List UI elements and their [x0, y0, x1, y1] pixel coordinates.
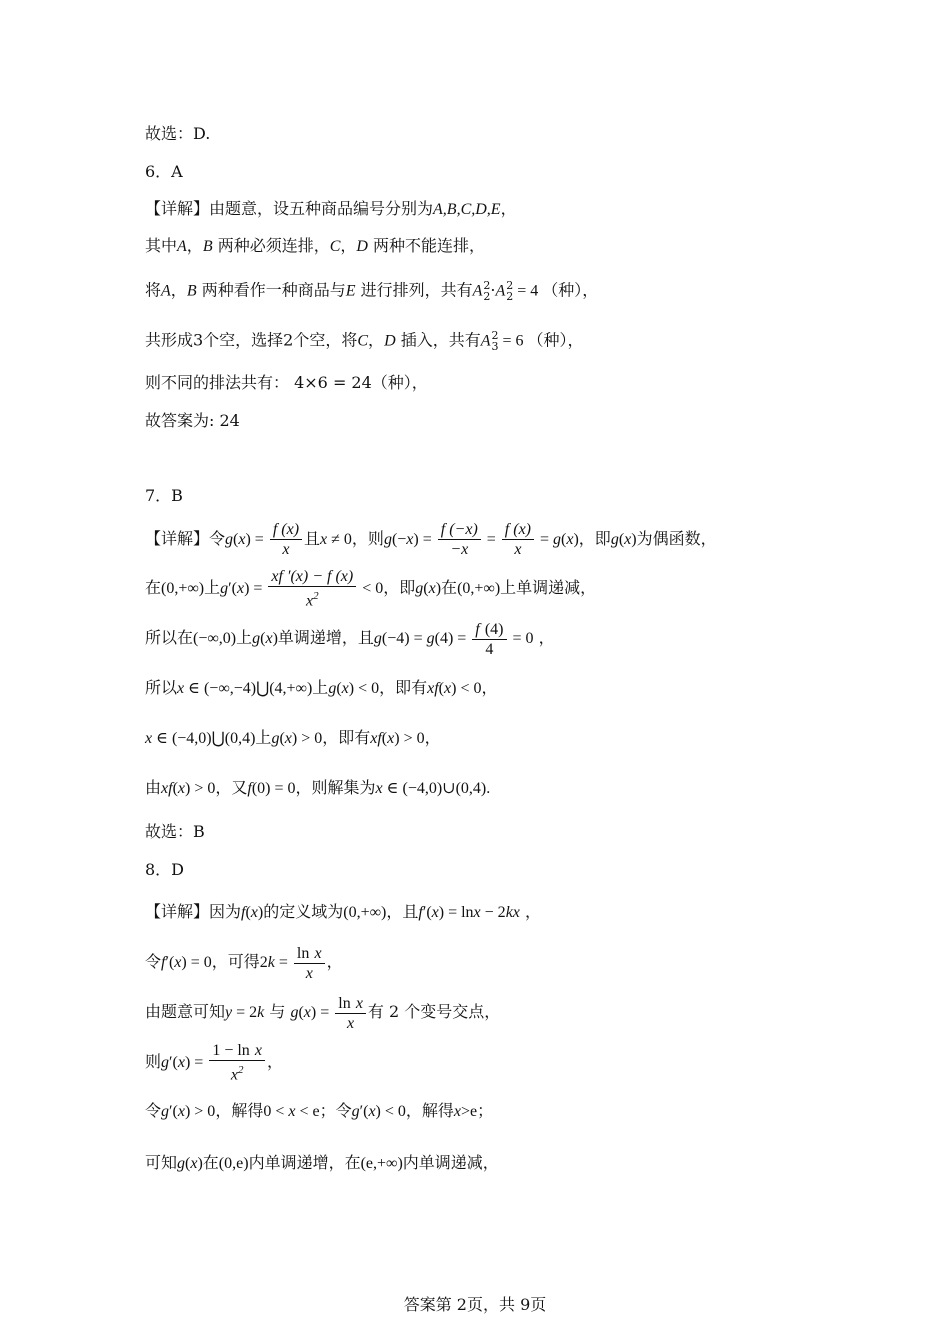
text-line: 在(0,+∞)上g′(x) = $\frac{xf '(x) - f (x)}{x^2}$ < 0，即g(x)在(0,+∞)上单调递减，	[145, 567, 597, 610]
text-line: 令g′(x) > 0，解得0 < x < e；令g′(x) < 0，解得x>e；	[145, 1101, 494, 1120]
text-line: 【详解】因为f(x)的定义域为(0,+∞)，且f′(x) = lnx − 2kx ，	[145, 902, 541, 921]
text-line: 所以在(−∞,0)上g(x)单调递增，且g(−4) = g(4) = $\frac{f (4)}{4}$ = 0 ，	[145, 620, 555, 658]
text-line: x ∈ (−4,0)⋃(0,4)上g(x) > 0，即有xf(x) > 0，	[145, 728, 441, 747]
text-line: 由题意可知y = 2k 与 g(x) = $\frac{\text{ln x}}{x}$ 有 2 个变号交点，	[145, 994, 501, 1032]
text-line: 令f′(x) = 0，可得2k = $\frac{\text{ln x}}{x}$ ，	[145, 944, 343, 982]
text-line: 由xf(x) > 0，又f(0) = 0，则解集为x ∈ (−4,0)∪(0,4).	[145, 778, 491, 797]
text-line: 将A，B 两种看作一种商品与E 进行排列，共有A 2 2 ·A 2 2 = 4 （种），	[145, 279, 599, 303]
text-line: 【详解】令g(x) = $\frac{f (x)}{x}$ 且x ≠ 0，则g(−x) = $\frac{f (-x)}{-x}$ = $\frac{f (x)}{x}$ = g(x)，即g(x)为偶函数，	[145, 521, 717, 558]
text-line: 可知g(x)在(0,e)内单调递增，在(e,+∞)内单调递减，	[145, 1153, 499, 1172]
text-line: 其中A，B 两种必须连排，C，D 两种不能连排，	[145, 236, 486, 255]
question-number: 8．D	[145, 860, 185, 879]
text-line: 故答案为: 24	[145, 411, 240, 430]
text-line: 故选：B	[145, 822, 205, 841]
text-line: 则不同的排法共有： 4×6 = 24（种），	[145, 373, 428, 392]
question-number: 6．A	[145, 162, 183, 181]
text-line: 所以x ∈ (−∞,−4)⋃(4,+∞)上g(x) < 0，即有xf(x) < 0，	[145, 678, 498, 697]
text-line: 共形成3个空，选择2个空，将C，D 插入，共有A 2 3 = 6 （种），	[145, 329, 584, 353]
text-line: 则g′(x) = $\frac{\text{1 − ln x}}{x^2}$ ，	[145, 1042, 283, 1084]
text-line: 【详解】由题意，设五种商品编号分别为A,B,C,D,E，	[145, 199, 517, 218]
text-line: 故选：D.	[145, 124, 211, 143]
question-number: 7．B	[145, 486, 183, 505]
page-footer: 答案第 2页，共 9页	[403, 1295, 547, 1314]
